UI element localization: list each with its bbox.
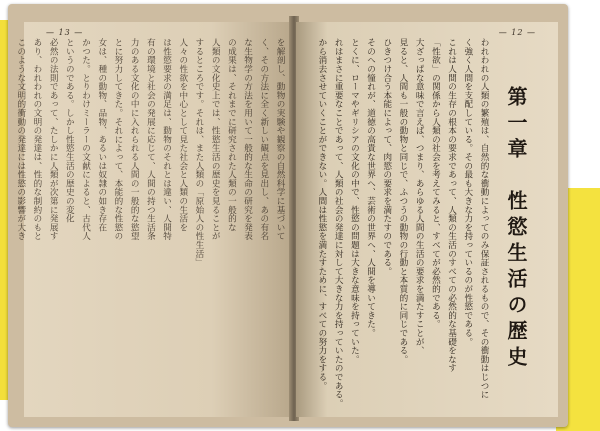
text-column: われわれの人類の繁殖は、自然的な衝動によってのみ保証されるもので、その衝動はじつに — [479, 38, 489, 399]
text-column: く強く人間を支配している。その最も大きな力を持っているのが性慾である。 — [462, 38, 473, 346]
left-page — [15, 22, 292, 417]
left-page-number: — 13 — — [46, 28, 84, 37]
chapter-title: 第一章 性慾生活の歴史 — [504, 86, 528, 372]
text-column: 力のある文化の中に入れられる人間の一般的な慾望 — [129, 38, 140, 241]
text-column: 大ざっぱな意味で言えば、つまり、あらゆる人間の生活の要求を満たすことが、 — [414, 38, 425, 355]
text-column: 見ると、人間も一般の動物と同じで、ふつうの動物の行動と本質的に同じである。 — [397, 38, 408, 364]
open-book — [8, 4, 568, 427]
text-column: な生物学の方法を用いて一般的な生命の研究を発表 — [242, 38, 253, 241]
text-column: から消去させていくことができない。人間は性慾を満たすために、すべての努力をする。 — [316, 38, 327, 390]
right-page-text — [304, 38, 492, 408]
text-column: ひきつけ合う本能によって、肉慾の要求を満たすのである。 — [381, 38, 392, 276]
text-column: というのである。しかし性慾生活の歴史の変化 — [64, 38, 75, 223]
text-column: 女は、種の動物、品物、あるいは奴隷の如き存在 — [96, 38, 107, 232]
text-column: これは人間の生存の根本の要求であって、人類の生活のすべての必然的な基礎をなす — [446, 38, 457, 373]
text-column: 必然の法則であって、たしかに人類が次第に発展す — [48, 38, 59, 241]
text-column: 人々の性欲を中心として見た社会と人類の生活を — [177, 38, 188, 232]
text-column: とに努力してきた。それによって、本能的な性慾の — [112, 38, 123, 241]
text-column: く、その方法に全く新しい観点を見出し、あの有名 — [258, 38, 269, 241]
text-column: とくに、ローマやギリシアの文化の中で、性慾の問題は大きな意味を持っていた。 — [349, 38, 360, 364]
text-column: かつた。とりわけミーラーの文献によると、古代人 — [80, 38, 91, 241]
text-column: あり、われわれの文明の発達は、性的な制約のもと — [31, 38, 42, 241]
text-column: れはまさに重要なことであって、人類の社会の発達に対して大きな力を持っていたのである。 — [333, 38, 344, 408]
text-column: は性慾要求の満足は、動物のそれとは違い、人間特 — [161, 38, 172, 241]
text-column: の成果は、それまでに研究された人類の一般的な — [226, 38, 237, 232]
left-page-text — [15, 38, 288, 408]
right-page — [296, 22, 558, 417]
text-column: 人類の文化史上では、性慾生活の歴史を見ることが — [210, 38, 221, 241]
right-page-number: — 12 — — [498, 28, 536, 37]
text-column: を解剖し、動物の実験や観察の自然科学に基づいて — [275, 38, 285, 241]
text-column: そのへの憧れが、道徳の高貴な世界へ、芸術の世界へ、人間を導いてきた。 — [365, 38, 376, 338]
text-column: 有の環境と社会の発展に応じて、人間の持つ生活条 — [145, 38, 156, 241]
text-column: するところです。それは、また人類の「原始人の性生活」 — [193, 38, 204, 267]
text-column: 「性欲」の関係から人類の社会を考えてみると、すべてが必然的である。 — [430, 38, 441, 329]
text-column: このような文明的衝動の発達には性慾の影響が大き — [15, 38, 26, 241]
